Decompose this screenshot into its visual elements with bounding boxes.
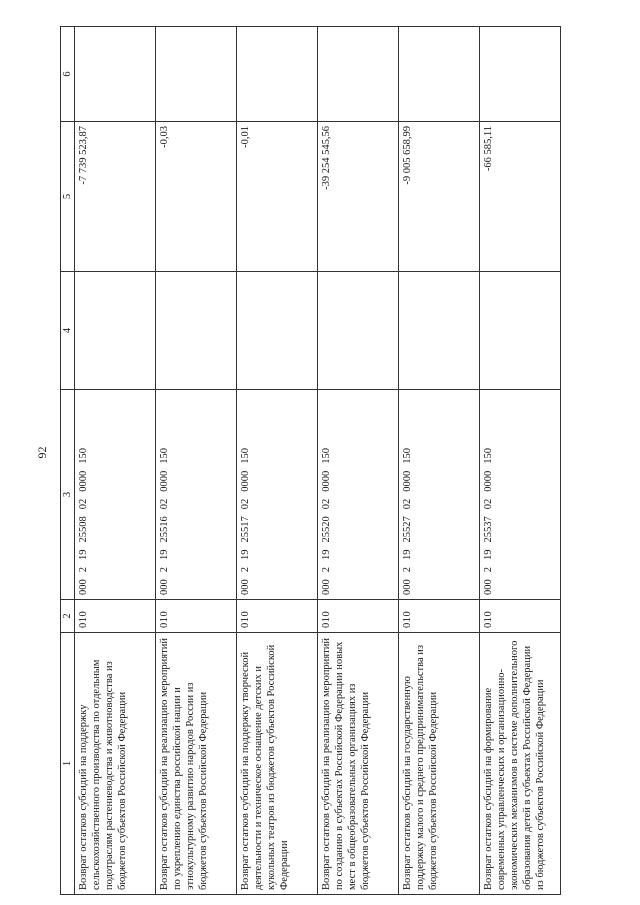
column-number-row [61,27,75,895]
kbk-part: 19 [321,549,332,560]
row-description: Возврат остатков субсидий на государственную поддержку малого и среднего предпринимательства из бюджетов субъектов Российской Федерации [399,633,480,895]
kbk-part: 02 [402,498,413,510]
kbk-part: 02 [78,498,89,510]
kbk-part: 2 [402,567,413,573]
column-4-cell [480,272,561,390]
column-6-cell [318,27,399,122]
column-6-cell [399,27,480,122]
kbk-part: 2 [240,567,251,573]
budget-classification-code [75,390,156,600]
column-6-cell [156,27,237,122]
kbk-part: 000 [240,579,251,595]
kbk-part: 02 [159,498,170,510]
row-description: Возврат остатков субсидий на поддержку творческой деятельности и техническое оснащение детских и кукольных театров из бюджетов субъектов Российской Федерации [237,633,318,895]
kbk-part: 0000 [402,470,413,492]
kbk-part: 25516 [159,516,170,543]
kbk-part: 150 [483,448,494,464]
table-row [237,27,318,895]
kbk-part: 19 [483,549,494,560]
amount-cell: -9 005 658,99 [399,122,480,272]
budget-table [60,26,561,895]
kbk-part: 19 [402,549,413,560]
kbk-part: 25508 [78,516,89,543]
table-row [75,27,156,895]
table-row [399,27,480,895]
amount-cell: -7 739 523,87 [75,122,156,272]
row-description: Возврат остатков субсидий на реализацию мероприятий по созданию в субъектах Российской Федерации новых мест в общеобразовательных организациях из бюджетов субъектов Российской Федерации [318,633,399,895]
admin-code: 010 [480,600,561,633]
table-row [480,27,561,895]
budget-classification-code [156,390,237,600]
admin-code: 010 [399,600,480,633]
kbk-part: 0000 [321,470,332,492]
column-header: 4 [61,272,75,390]
kbk-part: 150 [159,448,170,464]
table-row [318,27,399,895]
budget-classification-code [237,390,318,600]
column-header: 5 [61,122,75,272]
kbk-part: 0000 [240,470,251,492]
column-6-cell [75,27,156,122]
kbk-part: 19 [78,549,89,560]
column-header: 1 [61,633,75,895]
admin-code: 010 [237,600,318,633]
budget-classification-code [318,390,399,600]
kbk-part: 2 [78,567,89,573]
kbk-part: 19 [240,549,251,560]
column-header: 6 [61,27,75,122]
table-row [156,27,237,895]
column-4-cell [318,272,399,390]
kbk-part: 25537 [483,516,494,543]
kbk-part: 000 [159,579,170,595]
column-header: 2 [61,600,75,633]
row-description: Возврат остатков субсидий на поддержку сельскохозяйственного производства по отдельным подотраслям растениеводства и животноводства из бюджетов субъектов Российской Федерации [75,633,156,895]
kbk-part: 000 [483,579,494,595]
kbk-part: 000 [78,579,89,595]
kbk-part: 2 [159,567,170,573]
column-4-cell [75,272,156,390]
amount-cell: -0,01 [237,122,318,272]
kbk-part: 000 [321,579,332,595]
kbk-part: 25517 [240,516,251,543]
kbk-part: 2 [321,567,332,573]
column-6-cell [480,27,561,122]
column-4-cell [399,272,480,390]
kbk-part: 25527 [402,516,413,543]
kbk-part: 0000 [159,470,170,492]
column-4-cell [156,272,237,390]
kbk-part: 02 [321,498,332,510]
amount-cell: -39 254 545,56 [318,122,399,272]
amount-cell: -0,03 [156,122,237,272]
admin-code: 010 [156,600,237,633]
kbk-part: 2 [483,567,494,573]
kbk-part: 0000 [78,470,89,492]
kbk-part: 0000 [483,470,494,492]
column-6-cell [237,27,318,122]
row-description: Возврат остатков субсидий на реализацию мероприятий по укреплению единства российской нации и этнокультурному развитию народов России из бюджетов субъектов Российской Федерации [156,633,237,895]
column-header: 3 [61,390,75,600]
kbk-part: 150 [240,448,251,464]
kbk-part: 02 [240,498,251,510]
kbk-part: 150 [321,448,332,464]
row-description: Возврат остатков субсидий на формирование современных управленческих и организационно-экономических механизмов в системе дополнительного образования детей в субъектах Российской Федерации из бюджетов субъектов Российской Федерации [480,633,561,895]
admin-code: 010 [75,600,156,633]
kbk-part: 000 [402,579,413,595]
kbk-part: 19 [159,549,170,560]
kbk-part: 150 [78,448,89,464]
admin-code: 010 [318,600,399,633]
amount-cell: -66 585,11 [480,122,561,272]
column-4-cell [237,272,318,390]
kbk-part: 02 [483,498,494,510]
budget-classification-code [399,390,480,600]
page-number: 92 [35,446,49,459]
budget-classification-code [480,390,561,600]
kbk-part: 150 [402,448,413,464]
kbk-part: 25520 [321,516,332,543]
